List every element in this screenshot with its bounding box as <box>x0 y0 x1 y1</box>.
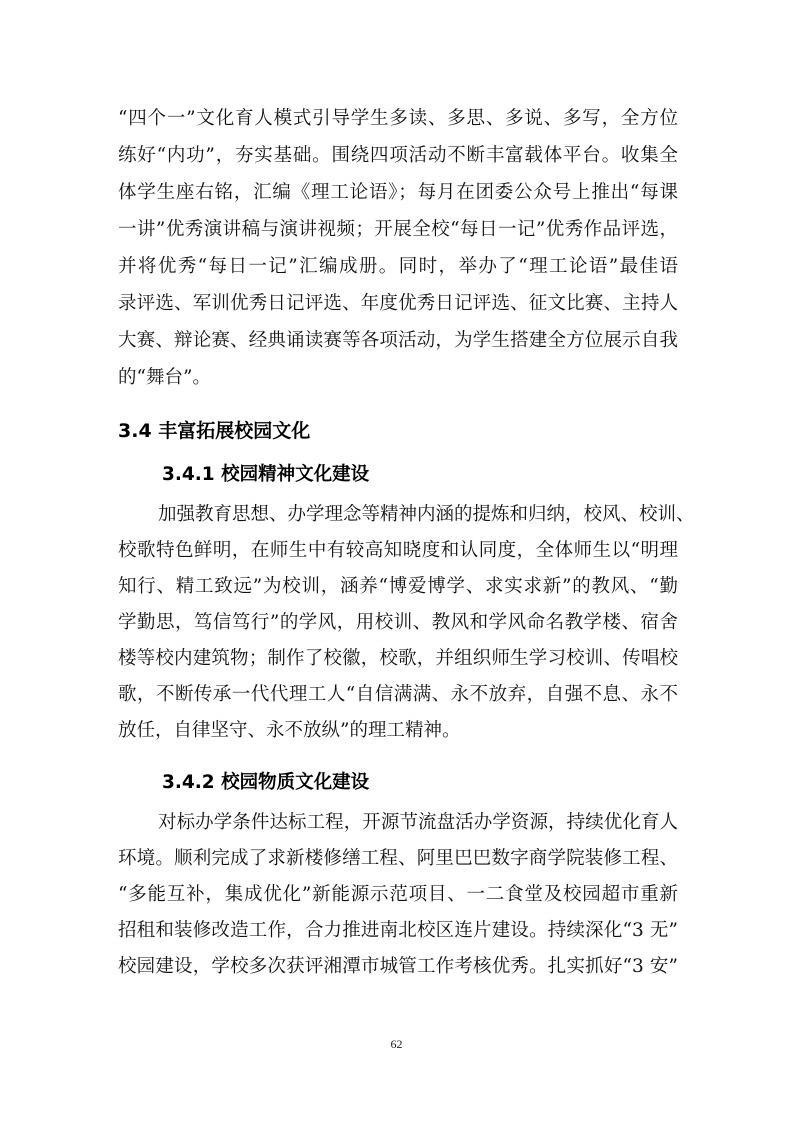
text-line: 体学生座右铭，汇编《理工论语》；每月在团委公众号上推出“每课 <box>118 182 678 203</box>
text-line: 对标办学条件达标工程，开源节流盘活办学资源，持续优化育人 <box>158 812 678 833</box>
text-line: 加强教育思想、办学理念等精神内涵的提炼和归纳，校风、校训、 <box>158 504 695 525</box>
subsection-heading-3-4-2: 3.4.2 校园物质文化建设 <box>162 772 370 793</box>
text-line: 练好“内功”，夯实基础。围绕四项活动不断丰富载体平台。收集全 <box>118 145 678 166</box>
text-line: 放任，自律坚守、永不放纵”的理工精神。 <box>118 720 461 741</box>
text-line: 录评选、军训优秀日记评选、年度优秀日记评选、征文比赛、主持人 <box>118 293 678 314</box>
text-line: 知行、精工致远”为校训，涵养“博爱博学、求实求新”的教风、“勤 <box>118 576 678 597</box>
text-line: 大赛、辩论赛、经典诵读赛等各项活动，为学生搭建全方位展示自我 <box>118 330 678 351</box>
text-line: 校歌特色鲜明，在师生中有较高知晓度和认同度，全体师生以“明理 <box>118 540 678 561</box>
text-line: 楼等校内建筑物；制作了校徽，校歌，并组织师生学习校训、传唱校 <box>118 648 678 669</box>
subsection-heading-3-4-1: 3.4.1 校园精神文化建设 <box>162 464 370 485</box>
text-line: 歌，不断传承一代代理工人“自信满满、永不放弃，自强不息、永不 <box>118 684 678 705</box>
text-line: “四个一”文化育人模式引导学生多读、多思、多说、多写，全方位 <box>118 108 678 129</box>
text-line: 一讲”优秀演讲稿与演讲视频；开展全校“每日一记”优秀作品评选， <box>118 219 678 240</box>
text-line: 并将优秀“每日一记”汇编成册。同时，举办了“理工论语”最佳语 <box>118 256 678 277</box>
text-line: 的“舞台”。 <box>118 367 211 388</box>
text-line: 学勤思，笃信笃行”的学风，用校训、教风和学风命名教学楼、宿舍 <box>118 612 678 633</box>
text-line: 环境。顺利完成了求新楼修缮工程、阿里巴巴数字商学院装修工程、 <box>118 848 678 869</box>
section-heading-3-4: 3.4 丰富拓展校园文化 <box>118 420 311 442</box>
page-number: 62 <box>390 1037 403 1051</box>
text-line: 校园建设，学校多次获评湘潭市城管工作考核优秀。扎实抓好“3 安” <box>118 956 678 977</box>
text-line: “多能互补，集成优化”新能源示范项目、一二食堂及校园超市重新 <box>118 884 678 905</box>
text-line: 招租和装修改造工作，合力推进南北校区连片建设。持续深化“3 无” <box>118 920 678 941</box>
